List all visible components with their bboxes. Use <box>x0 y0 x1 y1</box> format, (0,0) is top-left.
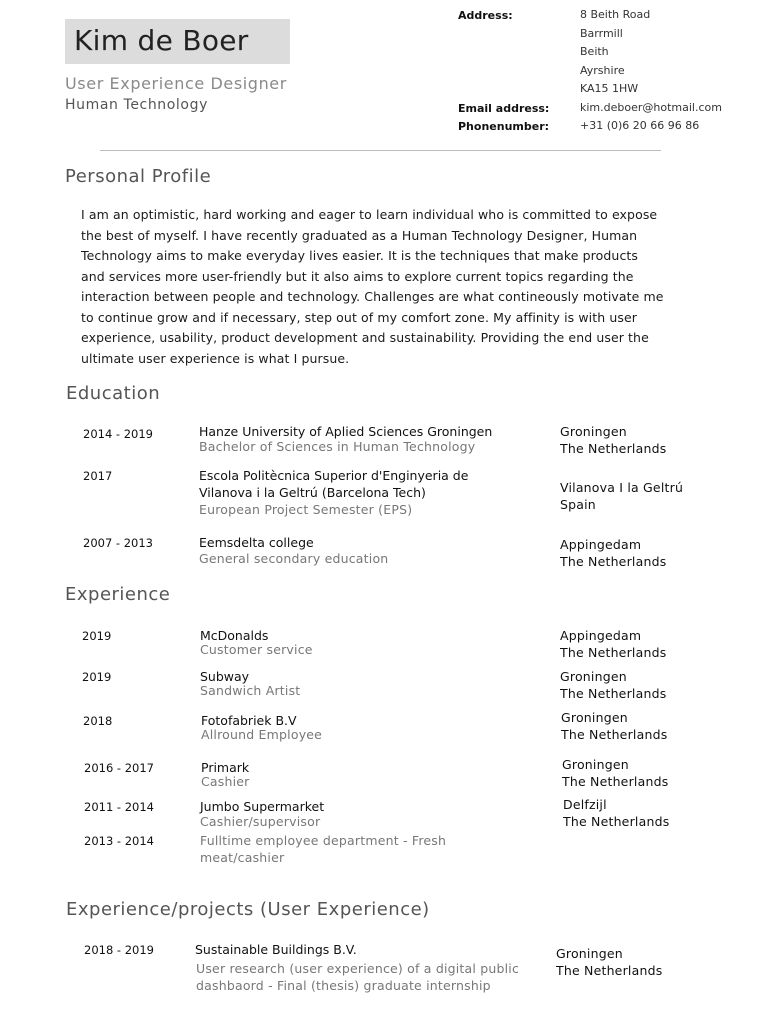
phone-value[interactable]: +31 (0)6 20 66 96 86 <box>580 119 700 132</box>
address-value <box>580 6 650 99</box>
location-city: Appingedam <box>560 537 642 552</box>
address-line: KA15 1HW <box>580 82 639 95</box>
experience-location <box>562 756 668 790</box>
education-date: 2017 <box>83 469 113 483</box>
experience-date: 2016 - 2017 <box>84 761 154 775</box>
location-country: Spain <box>560 497 596 512</box>
address-label: Address: <box>458 9 513 22</box>
experience-role-line: meat/cashier <box>200 850 285 865</box>
experience-employer-line: Fotofabriek B.V <box>201 713 297 728</box>
education-location <box>560 423 666 457</box>
experience-role <box>201 773 250 790</box>
experience-role <box>200 682 300 699</box>
header-divider <box>100 150 661 151</box>
education-degree-line: General secondary education <box>199 551 389 566</box>
experience-section-title: Experience <box>65 584 171 605</box>
location-country: The Netherlands <box>560 554 667 569</box>
phone-label: Phonenumber: <box>458 120 550 133</box>
education-date: 2007 - 2013 <box>83 536 153 550</box>
name-box <box>65 19 290 64</box>
profile-text <box>81 205 696 369</box>
experience-role <box>201 726 322 743</box>
location-city: Groningen <box>556 946 623 961</box>
address-line: Ayrshire <box>580 63 625 77</box>
profile-section-title: Personal Profile <box>65 166 212 187</box>
location-country: The Netherlands <box>561 727 668 742</box>
experience-role <box>200 813 320 830</box>
profile-line: and services more user-friendly but it also aims to explore current topics regarding the <box>81 268 634 284</box>
project-description-line: User research (user experience) of a digital public <box>196 961 520 976</box>
education-institution-line: Hanze University of Aplied Sciences Groningen <box>199 424 493 439</box>
location-country: The Netherlands <box>560 686 667 701</box>
profile-line: to continue grow and if necessary, step out of my comfort zone. My affinity is with user <box>81 309 637 325</box>
location-city: Vilanova I la Geltrú <box>560 480 684 495</box>
project-company <box>195 941 357 958</box>
experience-location <box>560 668 666 702</box>
education-degree <box>199 438 475 455</box>
address-line: Beith <box>580 45 609 58</box>
location-city: Groningen <box>560 424 627 439</box>
profile-line: the best of myself. I have recently graduated as a Human Technology Designer, Human <box>81 227 638 243</box>
email-label: Email address: <box>458 102 550 115</box>
location-country: The Netherlands <box>563 814 670 829</box>
location-country: The Netherlands <box>556 963 663 978</box>
location-city: Groningen <box>560 669 627 684</box>
experience-employer-line: McDonalds <box>200 628 269 643</box>
project-description <box>196 960 519 994</box>
education-institution <box>199 534 314 551</box>
education-institution-line: Eemsdelta college <box>199 535 314 550</box>
project-description-line: dashbaord - Final (thesis) graduate internship <box>196 978 491 993</box>
experience-role-line: Fulltime employee department - Fresh <box>200 833 447 848</box>
project-company-line: Sustainable Buildings B.V. <box>195 942 357 957</box>
experience-role-line: Sandwich Artist <box>200 683 301 698</box>
experience-role-line: Customer service <box>200 642 313 657</box>
address-line: 8 Beith Road <box>580 8 651 21</box>
experience-role-line: Allround Employee <box>201 727 323 742</box>
experience-location <box>561 709 667 743</box>
email-value[interactable]: kim.deboer@hotmail.com <box>580 101 722 114</box>
location-city: Groningen <box>561 710 628 725</box>
profile-line: experience, usability, product development and sustainability. Providing the end user the <box>81 330 649 345</box>
experience-location <box>560 627 666 661</box>
experience-location <box>563 796 669 830</box>
experience-date: 2011 - 2014 <box>84 800 154 814</box>
experience-date: 2013 - 2014 <box>84 834 154 848</box>
education-location <box>560 536 666 570</box>
experience-role-line: Cashier <box>201 774 250 789</box>
project-date: 2018 - 2019 <box>84 943 154 957</box>
location-country: The Netherlands <box>562 774 669 789</box>
profile-line: interaction between people and technology. Challenges are what contineously motivate me <box>81 289 664 304</box>
experience-role <box>200 641 313 658</box>
experience-date: 2019 <box>82 629 112 643</box>
experience-employer-line: Primark <box>201 760 250 775</box>
education-institution <box>199 467 468 501</box>
experience-role <box>200 832 446 866</box>
project-location <box>556 945 662 979</box>
education-degree-line: Bachelor of Sciences in Human Technology <box>199 439 476 454</box>
location-city: Delfzijl <box>563 797 607 812</box>
location-city: Appingedam <box>560 628 642 643</box>
education-section-title: Education <box>66 383 161 404</box>
experience-role-line: Cashier/supervisor <box>200 814 321 829</box>
location-country: The Netherlands <box>560 441 667 456</box>
profile-line: Technology aims to make everyday lives easier. It is the techniques that make products <box>81 248 639 263</box>
education-institution-line: Escola Politècnica Superior d'Enginyeria de <box>199 468 469 483</box>
person-name: Kim de Boer <box>74 24 249 57</box>
projects-section-title: Experience/projects (User Experience) <box>66 899 430 920</box>
education-degree <box>199 550 388 567</box>
education-location <box>560 479 683 513</box>
organization: Human Technology <box>65 97 208 113</box>
profile-line: ultimate user experience is what I pursue. <box>81 350 350 366</box>
education-degree <box>199 501 412 518</box>
experience-date: 2019 <box>82 670 112 684</box>
education-date: 2014 - 2019 <box>83 427 153 441</box>
experience-employer-line: Jumbo Supermarket <box>200 799 325 814</box>
job-title: User Experience Designer <box>65 74 287 93</box>
location-country: The Netherlands <box>560 645 667 660</box>
education-degree-line: European Project Semester (EPS) <box>199 502 413 517</box>
experience-date: 2018 <box>83 714 113 728</box>
experience-employer-line: Subway <box>200 669 250 684</box>
location-city: Groningen <box>562 757 629 772</box>
profile-line: I am an optimistic, hard working and eager to learn individual who is committed to expose <box>81 207 658 222</box>
education-institution-line: Vilanova i la Geltrú (Barcelona Tech) <box>199 485 426 500</box>
address-line: Barrmill <box>580 26 623 40</box>
